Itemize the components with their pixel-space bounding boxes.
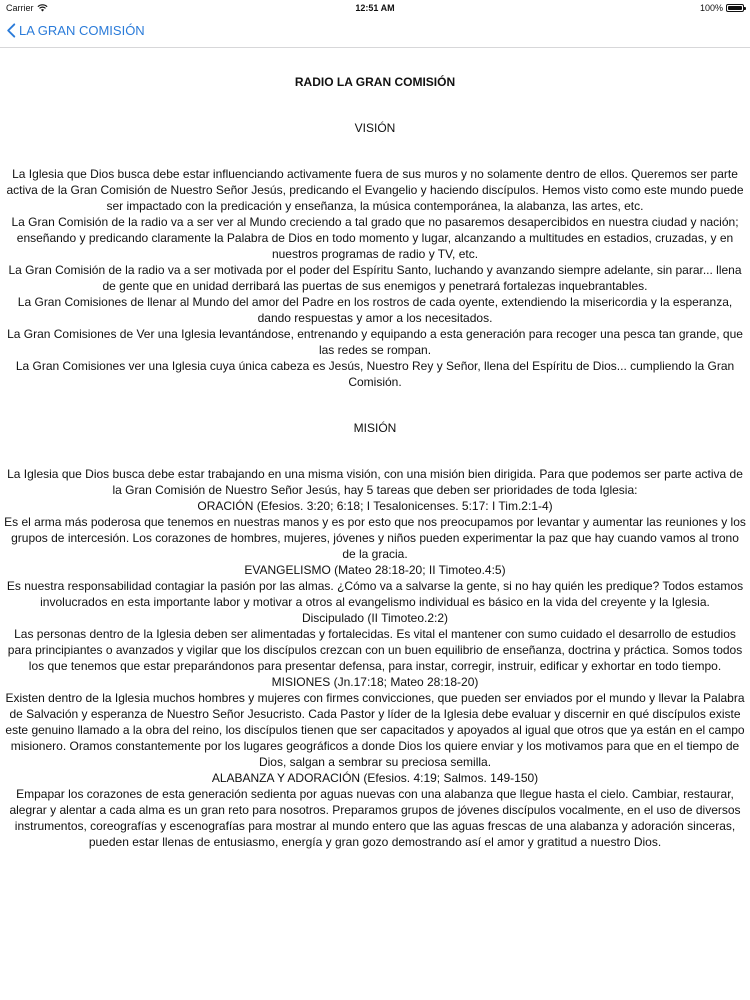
mision-paragraph: Es el arma más poderosa que tenemos en nuestras manos y es por esto que nos preocupamos por levantar y aumentar las reuniones y los grupos de intercesión. Los corazones de hombres, mujeres, jóvenes y niños pueden experimentar la paz que hay cuando vamos al trono de la gracia. (4, 515, 746, 561)
vision-paragraph: La Gran Comisiones de Ver una Iglesia levantándose, entrenando y equipando a esta generación para recoger una pesca tan grande, que las redes se rompan. (7, 327, 743, 357)
mision-subheading: ORACIÓN (Efesios. 3:20; 6:18; I Tesalonicenses. 5:17: I Tim.2:1-4) (197, 499, 553, 513)
clock: 12:51 AM (355, 3, 395, 13)
back-button[interactable] (6, 23, 145, 38)
vision-paragraph: La Iglesia que Dios busca debe estar influenciando activamente fuera de sus muros y no solamente dentro de ellos. Queremos ser parte activa de la Gran Comisión de Nuestro Señor Jesús, predicando el Evangelio y haciendo discípulos. Hemos visto como este mundo puede ser impactado con la predicación y enseñanza, la música contemporánea, la alabanza, las artes, etc. (6, 167, 744, 213)
vision-paragraph: La Gran Comisión de la radio va a ser ver al Mundo creciendo a tal grado que no pasaremos desapercibidos en nuestra ciudad y nación; enseñando y predicando claramente la Palabra de Dios en todo momento y lugar, alcanzando a multitudes en estadios, cruzadas, y en nuestros programas de radio y TV, etc. (11, 215, 739, 261)
vision-heading: VISIÓN (354, 121, 396, 135)
mision-subheading: MISIONES (Jn.17:18; Mateo 28:18-20) (271, 675, 479, 689)
mision-heading: MISIÓN (353, 421, 397, 435)
status-bar (0, 0, 750, 16)
chevron-left-icon (6, 23, 16, 38)
vision-paragraph: La Gran Comisiones de llenar al Mundo del amor del Padre en los rostros de cada oyente, extendiendo la misericordia y la esperanza, dando respuestas y amor a los necesitados. (17, 295, 733, 325)
battery-percent: 100% (699, 3, 723, 13)
mision-paragraph: Es nuestra responsabilidad contagiar la pasión por las almas. ¿Cómo va a salvarse la gente, si no hay quién les predique? Todos estamos involucrados en esta importante labor y motivar a otros al evangelismo individual es básico en la vida del creyente y la Iglesia. (6, 579, 744, 609)
mision-subheading: EVANGELISMO (Mateo 28:18-20; II Timoteo.4:5) (244, 563, 506, 577)
page-title: RADIO LA GRAN COMISIÓN (294, 75, 456, 89)
navigation-bar (0, 16, 750, 48)
battery-icon (726, 4, 744, 12)
mision-subheading: Discipulado (II Timoteo.2:2) (301, 611, 449, 625)
mision-section (0, 420, 750, 850)
carrier-label: Carrier (6, 3, 34, 13)
mision-paragraph: Las personas dentro de la Iglesia deben ser alimentadas y fortalecidas. Es vital el mantener con sumo cuidado el desarrollo de estudios para principiantes o avanzados y vigilar que los discípulos crezcan con un buen equilibrio de enseñanza, doctrina y práctica. Somos todos los que tenemos que estar preparándonos para presentar defensa, para instar, corregir, instruir, edificar y exhortar en todo tiempo. (7, 627, 743, 673)
vision-paragraph: La Gran Comisión de la radio va a ser motivada por el poder del Espíritu Santo, luchando y avanzando siempre adelante, sin parar... llena de gente que en unidad derribará las puertas de sus enemigos y penetrará fortalezas inquebrantables. (8, 263, 742, 293)
mision-paragraph: Empapar los corazones de esta generación sedienta por aguas nuevas con una alabanza que llegue hasta el cielo. Cambiar, restaurar, alegrar y alentar a cada alma es un gran reto para nosotros. Preparamos grupos de jóvenes discípulos vocalmente, en el uso de diversos instrumentos, coreografías y escenografías para mostrar al mundo entero que las aguas frescas de una alabanza y adoración sinceras, pueden estar llenas de entusiasmo, energía y gran gozo demostrando así el amor y gratitud a nuestro Dios. (9, 787, 741, 849)
content-scroll-area[interactable] (0, 48, 750, 850)
mision-paragraph: Existen dentro de la Iglesia muchos hombres y mujeres con firmes convicciones, que pueden ser enviados por el mundo y llevar la Palabra de Salvación y esperanza de Nuestro Señor Jesucristo. Cada Pastor y líder de la Iglesia debe evaluar y discernir en qué discípulos existe este genuino llamado a la obra del reino, los discípulos tienen que ser capacitados y apoyados al igual que otros que ya están en el campo misionero. Oramos constantemente por los lugares geográficos a donde Dios los quiere enviar y los motivamos para que en el tiempo de Dios, salgan a sembrar su preciosa semilla. (5, 691, 745, 769)
mision-paragraph: La Iglesia que Dios busca debe estar trabajando en una misma visión, con una misión bien dirigida. Para que podemos ser parte activa de la Gran Comisión de Nuestro Señor Jesús, hay 5 tareas que deben ser prioridades de toda Iglesia: (7, 467, 743, 497)
back-button-label: LA GRAN COMISIÓN (19, 23, 145, 38)
vision-section (0, 120, 750, 390)
mision-subheading: ALABANZA Y ADORACIÓN (Efesios. 4:19; Salmos. 149-150) (211, 771, 539, 785)
battery-indicator (700, 3, 744, 13)
vision-paragraph: La Gran Comisiones ver una Iglesia cuya única cabeza es Jesús, Nuestro Rey y Señor, llena del Espíritu de Dios... cumpliendo la Gran Comisión. (15, 359, 735, 389)
